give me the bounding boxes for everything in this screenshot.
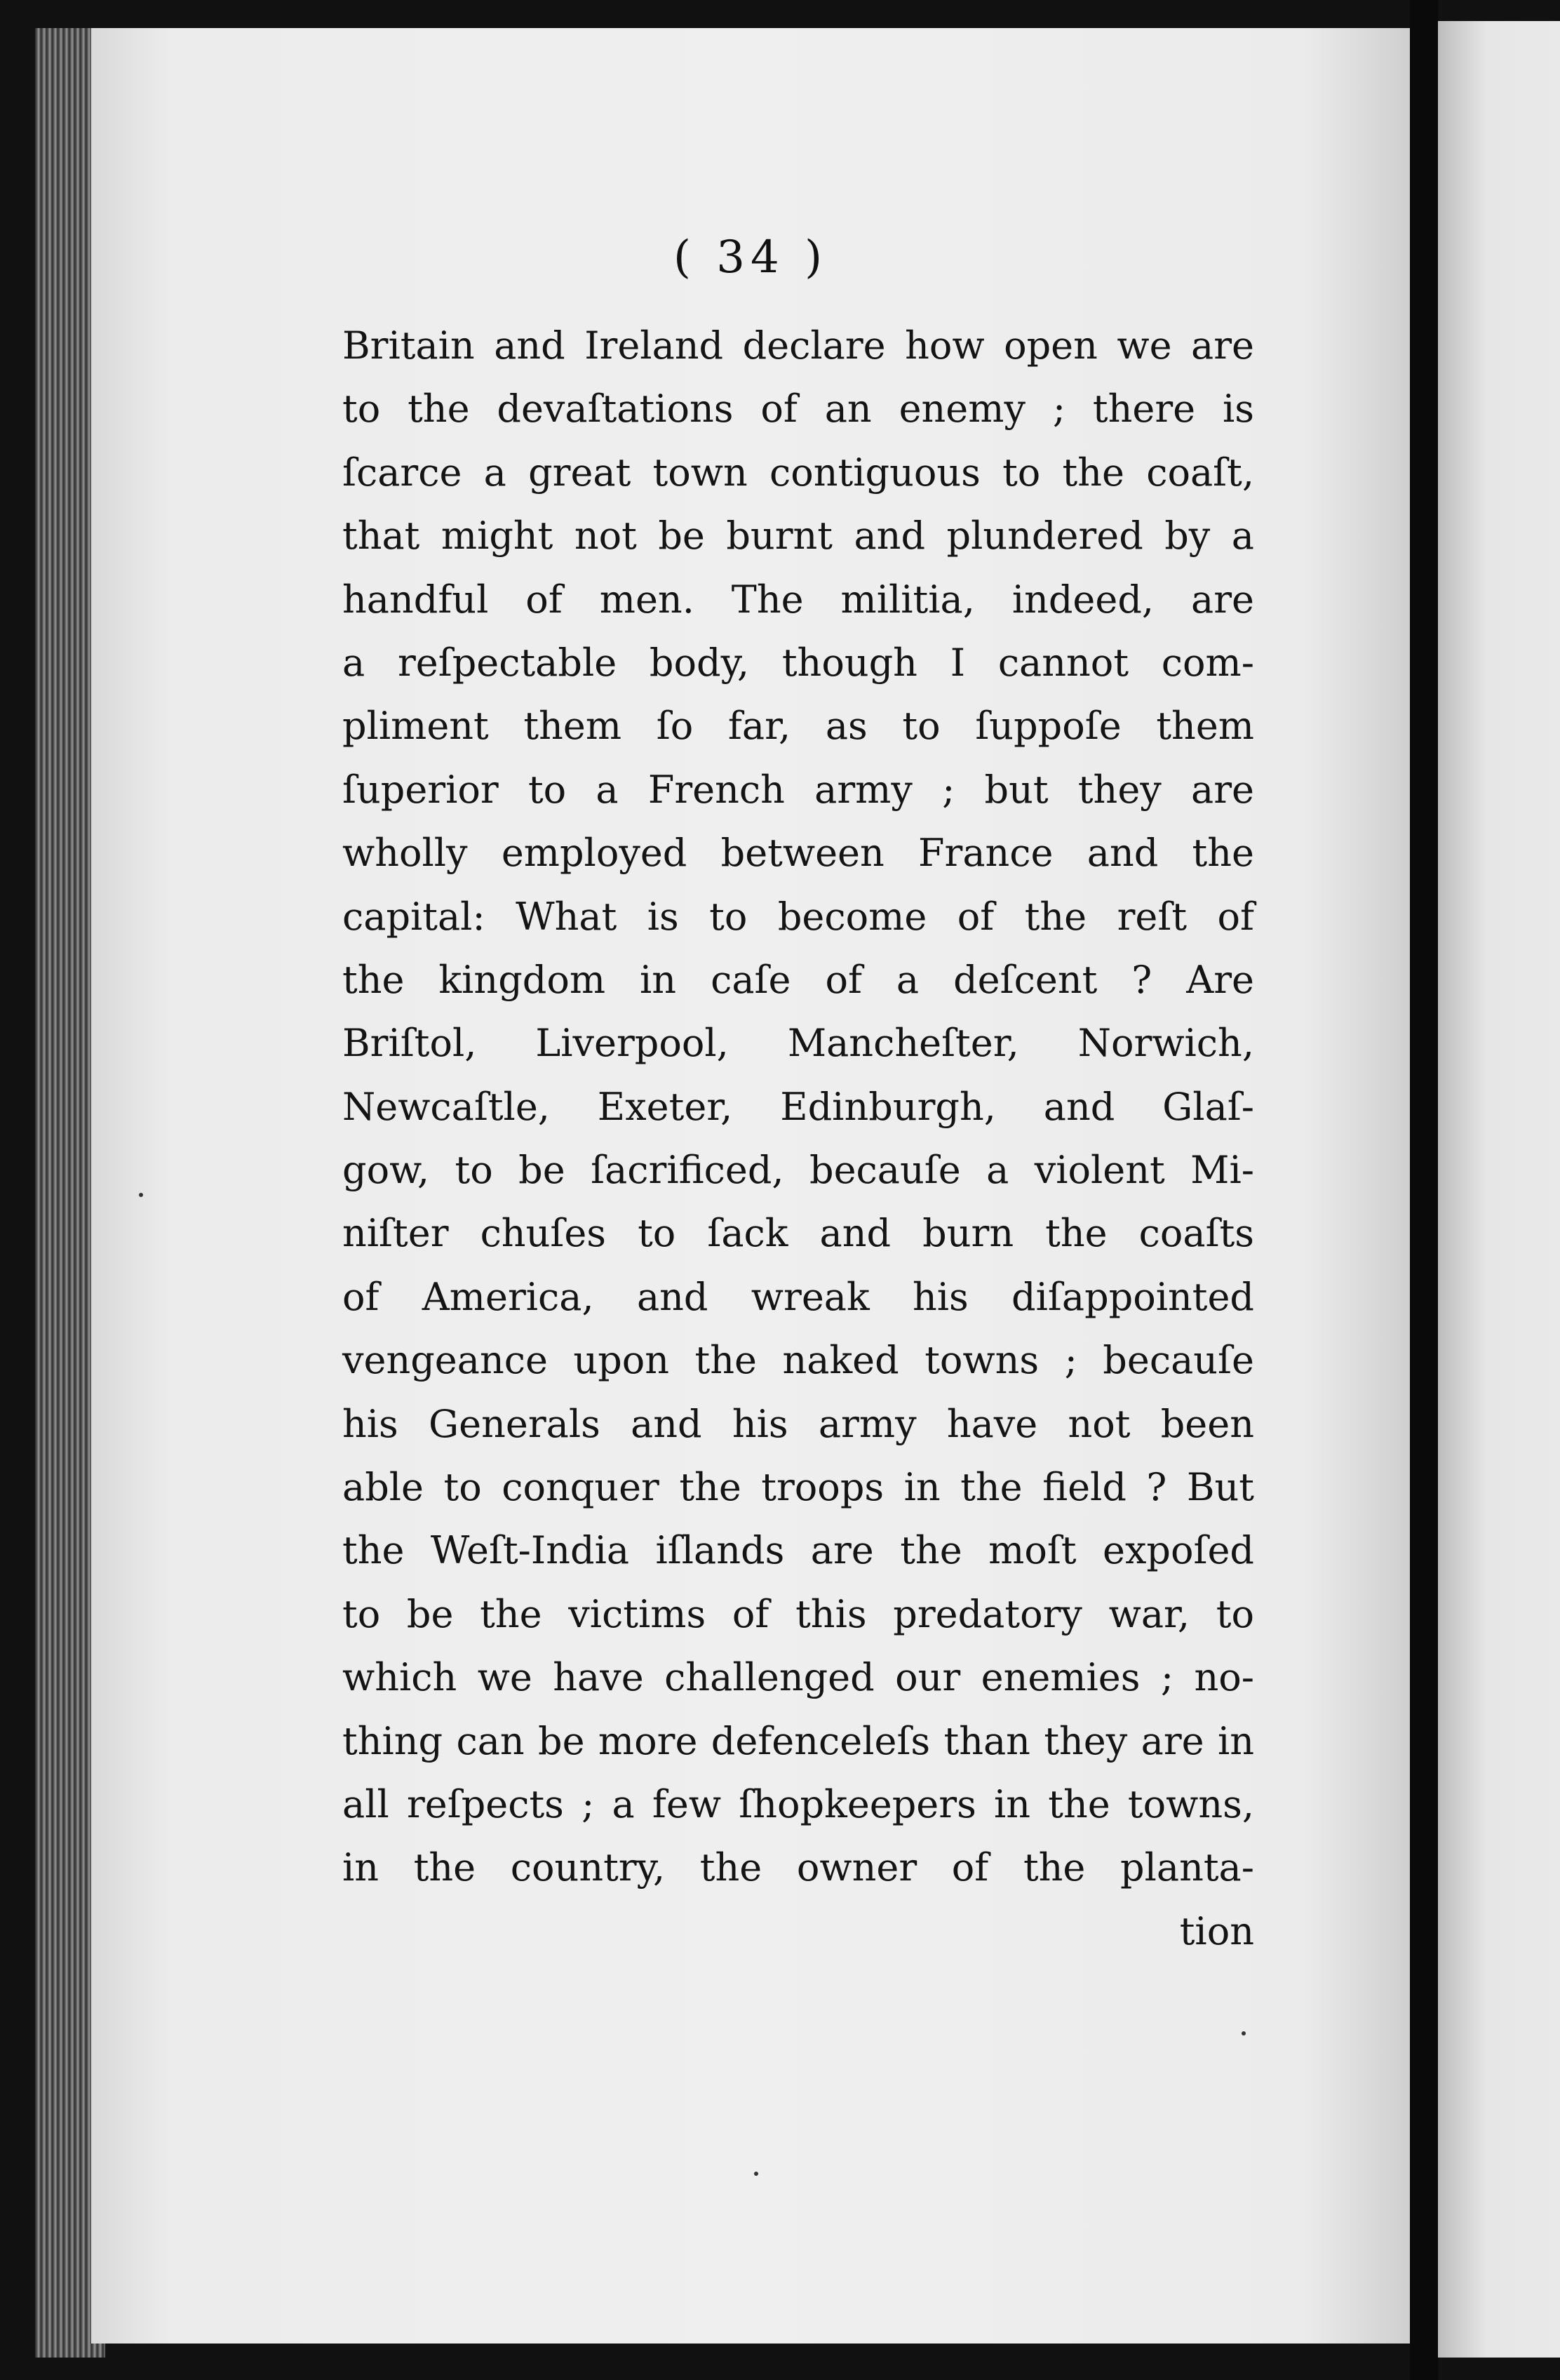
page-number-header: ( 34 ) xyxy=(673,232,828,283)
catchword: tion xyxy=(1179,1908,1254,1953)
ink-speck xyxy=(754,2172,758,2176)
text-line: Newcaſtle, Exeter, Edinburgh, and Glaſ- xyxy=(342,1084,1254,1129)
text-line: that might not be burnt and plundered by a xyxy=(342,514,1254,559)
ink-speck xyxy=(1242,2031,1246,2035)
text-line: gow, to be ſacrificed, becauſe a violent Mi- xyxy=(342,1148,1254,1193)
text-line: handful of men. The militia, indeed, are xyxy=(342,577,1254,622)
text-line: niſter chuſes to ſack and burn the coaſts xyxy=(342,1211,1254,1256)
text-line: the Weſt-India iſlands are the moſt expoſed xyxy=(342,1528,1254,1573)
text-line: wholly employed between France and the xyxy=(342,831,1254,876)
text-line: of America, and wreak his diſappointed xyxy=(342,1274,1254,1319)
text-line: ſuperior to a French army ; but they are xyxy=(342,767,1254,812)
text-line: in the country, the owner of the planta- xyxy=(342,1845,1254,1890)
text-line: to the devaſtations of an enemy ; there is xyxy=(342,387,1254,432)
text-line: which we have challenged our enemies ; no- xyxy=(342,1655,1254,1700)
book-gutter xyxy=(1410,0,1438,2380)
facing-page-edge xyxy=(1438,21,1560,2358)
text-line: pliment them ſo far, as to ſuppoſe them xyxy=(342,704,1254,749)
body-text xyxy=(342,314,1254,1963)
text-line: vengeance upon the naked towns ; becauſe xyxy=(342,1338,1254,1383)
text-line: thing can be more defenceleſs than they are in xyxy=(342,1718,1254,1763)
text-line: his Generals and his army have not been xyxy=(342,1401,1254,1446)
text-line: all reſpects ; a few ſhopkeepers in the towns, xyxy=(342,1781,1254,1826)
text-line: Briſtol, Liverpool, Mancheſter, Norwich, xyxy=(342,1021,1254,1066)
text-line: capital: What is to become of the reſt of xyxy=(342,894,1254,939)
text-line: to be the victims of this predatory war, to xyxy=(342,1591,1254,1636)
ink-speck xyxy=(139,1193,143,1197)
text-line: able to conquer the troops in the field ? But xyxy=(342,1465,1254,1510)
text-line: the kingdom in caſe of a deſcent ? Are xyxy=(342,957,1254,1002)
text-line: a reſpectable body, though I cannot com- xyxy=(342,640,1254,685)
text-line: Britain and Ireland declare how open we are xyxy=(342,323,1254,368)
text-line: ſcarce a great town contiguous to the coaſt, xyxy=(342,450,1254,495)
